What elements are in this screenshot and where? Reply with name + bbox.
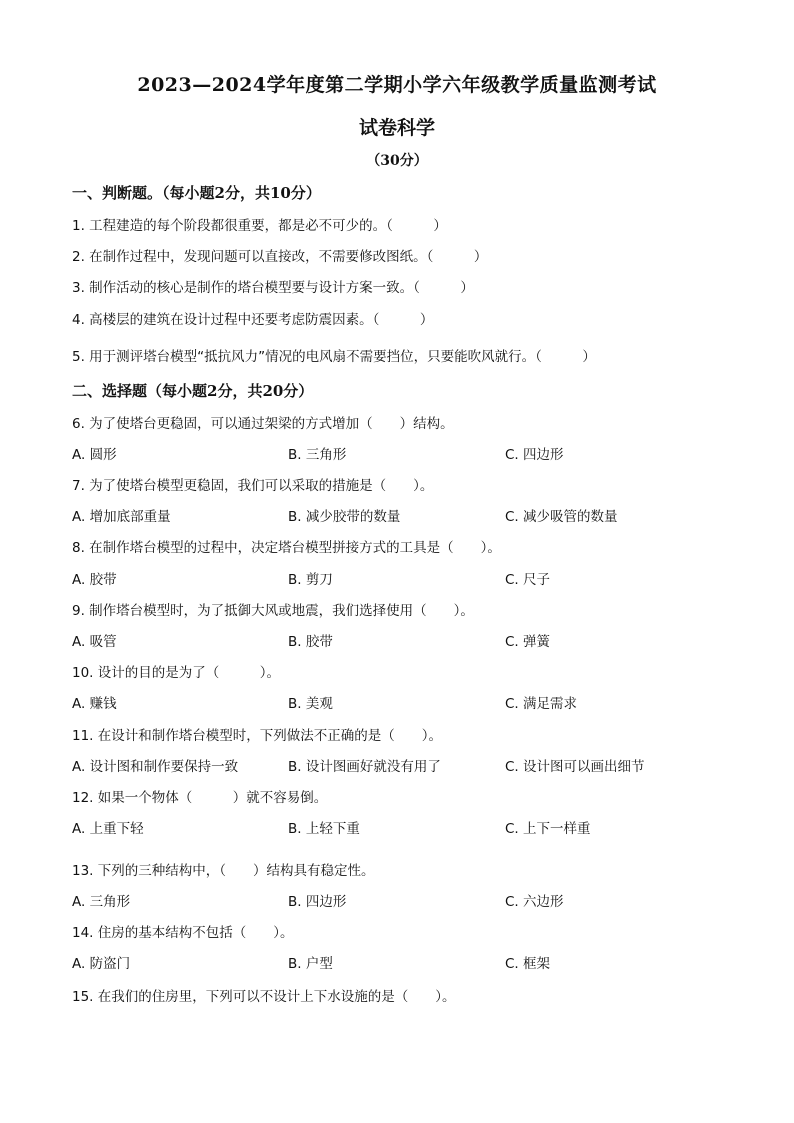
question-stem-9: 9. 制作塔台模型时，为了抵御大风或地震，我们选择使用（ ）。: [72, 603, 474, 619]
question-10-option-b: B. 美观: [288, 696, 333, 712]
question-9-option-a: A. 吸管: [72, 634, 117, 650]
question-stem-12: 12. 如果一个物体（ ）就不容易倒。: [72, 790, 328, 806]
question-10-option-a: A. 赚钱: [72, 696, 117, 712]
question-13-option-a: A. 三角形: [72, 894, 131, 910]
question-stem-14: 14. 住房的基本结构不包括（ ）。: [72, 925, 294, 941]
question-stem-13: 13. 下列的三种结构中，（ ）结构具有稳定性。: [72, 863, 375, 879]
question-14-option-a: A. 防盗门: [72, 956, 131, 972]
judgement-item-4: 4. 高楼层的建筑在设计过程中还要考虑防震因素。（ ）: [72, 312, 434, 328]
question-6-option-c: C. 四边形: [505, 447, 564, 463]
question-stem-6: 6. 为了使塔台更稳固，可以通过架梁的方式增加（ ）结构。: [72, 416, 454, 432]
exam-score: （30分）: [366, 153, 428, 169]
judgement-item-1: 1. 工程建造的每个阶段都很重要，都是必不可少的。（ ）: [72, 218, 447, 234]
question-stem-11: 11. 在设计和制作塔台模型时，下列做法不正确的是（ ）。: [72, 728, 443, 744]
judgement-item-2: 2. 在制作过程中，发现问题可以直接改，不需要修改图纸。（ ）: [72, 249, 488, 265]
question-6-option-b: B. 三角形: [288, 447, 347, 463]
judgement-item-5: 5. 用于测评塔台模型“抵抗风力”情况的电风扇不需要挡位，只要能吹风就行。（ ）: [72, 349, 596, 365]
question-11-option-b: B. 设计图画好就没有用了: [288, 759, 441, 775]
question-13-option-c: C. 六边形: [505, 894, 564, 910]
question-stem-15: 15. 在我们的住房里，下列可以不设计上下水设施的是（ ）。: [72, 989, 456, 1005]
question-7-option-a: A. 增加底部重量: [72, 509, 171, 525]
judgement-item-3: 3. 制作活动的核心是制作的塔台模型要与设计方案一致。（ ）: [72, 280, 474, 296]
section-heading-choice: 二、选择题（每小题2分，共20分）: [72, 382, 314, 400]
question-9-option-b: B. 胶带: [288, 634, 333, 650]
question-11-option-a: A. 设计图和制作要保持一致: [72, 759, 239, 775]
exam-title: 2023—2024学年度第二学期小学六年级教学质量监测考试: [137, 74, 657, 96]
exam-subtitle: 试卷科学: [358, 117, 435, 139]
question-8-option-a: A. 胶带: [72, 572, 117, 588]
question-14-option-b: B. 户型: [288, 956, 333, 972]
question-7-option-c: C. 减少吸管的数量: [505, 509, 618, 525]
question-14-option-c: C. 框架: [505, 956, 551, 972]
question-7-option-b: B. 减少胶带的数量: [288, 509, 401, 525]
question-11-option-c: C. 设计图可以画出细节: [505, 759, 645, 775]
question-6-option-a: A. 圆形: [72, 447, 117, 463]
question-12-option-c: C. 上下一样重: [505, 821, 591, 837]
question-8-option-c: C. 尺子: [505, 572, 551, 588]
question-10-option-c: C. 满足需求: [505, 696, 578, 712]
question-stem-10: 10. 设计的目的是为了（ ）。: [72, 665, 281, 681]
question-12-option-a: A. 上重下轻: [72, 821, 144, 837]
question-13-option-b: B. 四边形: [288, 894, 347, 910]
question-12-option-b: B. 上轻下重: [288, 821, 360, 837]
question-stem-8: 8. 在制作塔台模型的过程中，决定塔台模型拼接方式的工具是（ ）。: [72, 540, 501, 556]
question-9-option-c: C. 弹簧: [505, 634, 551, 650]
section-heading-judgement: 一、判断题。（每小题2分，共10分）: [72, 184, 321, 202]
question-stem-7: 7. 为了使塔台模型更稳固，我们可以采取的措施是（ ）。: [72, 478, 434, 494]
question-8-option-b: B. 剪刀: [288, 572, 333, 588]
